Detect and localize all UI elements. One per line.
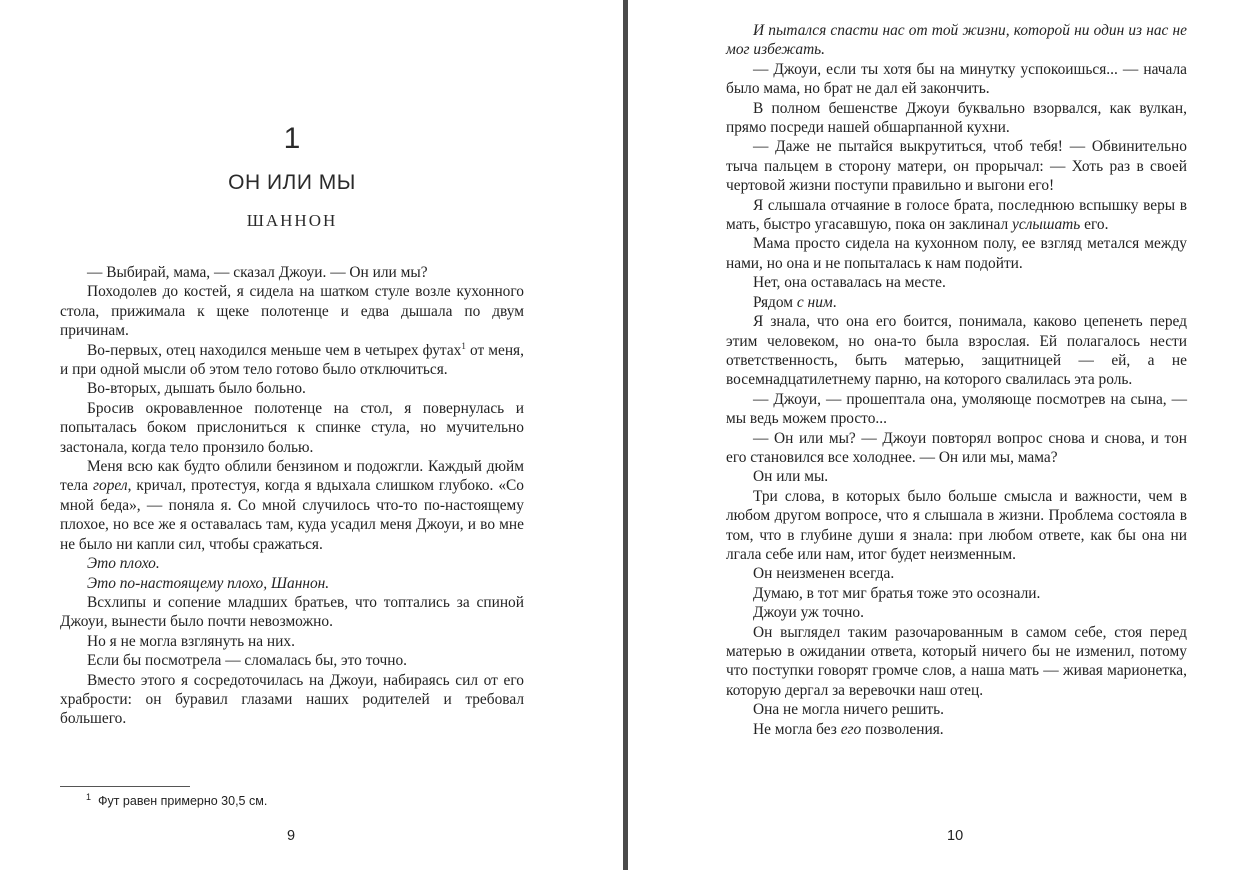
- paragraph-text: Не могла без: [753, 720, 841, 738]
- paragraph-italic: Это по-настоящему плохо, Шаннон.: [87, 574, 330, 592]
- page-number-right: 10: [947, 828, 964, 844]
- chapter-number: 1: [283, 122, 301, 155]
- page-number-left: 9: [287, 828, 296, 844]
- paragraph: Всхлипы и сопение младших братьев, что топтались за спиной Джоуи, вынести было почти невозможно.: [60, 593, 524, 631]
- paragraph-text: от меня, и при одной мысли об этом тело готово было отключиться.: [60, 341, 524, 379]
- footnote-marker: 1: [86, 791, 92, 802]
- paragraph: [726, 196, 1187, 235]
- footnote-reference[interactable]: 1: [461, 340, 466, 351]
- paragraph: — Выбирай, мама, — сказал Джоуи. — Он или мы?: [87, 264, 428, 281]
- paragraph-text: , кричал, протестуя, когда я вдыхала слишком глубоко. «Со мной беда», — поняла я. Со мной случилось что-то по-настоящему плохое, но все же я оставалась там, куда усадил меня Джоуи, и во мне не было ни капли сил, чтобы сражаться.: [60, 477, 524, 553]
- paragraph: [726, 293, 1187, 312]
- right-page-text: [726, 21, 1187, 739]
- book-gutter: [623, 0, 628, 870]
- paragraph: Он неизменен всегда.: [753, 565, 895, 583]
- left-page-text: [60, 263, 524, 729]
- paragraph: Он или мы.: [753, 468, 829, 486]
- paragraph: Я знала, что она его боится, понимала, каково цепенеть перед этим человеком, но она-то была взрослая. Ей полагалось нести ответственность, быть матерью, защитницей — ей, а не восемнадцатилетнему парню, на которого свалилась эта роль.: [726, 313, 1187, 389]
- paragraph: — Джоуи, если ты хотя бы на минутку успокоишься... — начала было мама, но брат не дал ей закончить.: [726, 60, 1187, 98]
- italic-emphasis: с ним: [796, 293, 833, 311]
- paragraph: [60, 457, 524, 554]
- paragraph-text: его.: [1080, 216, 1109, 234]
- footnote: [86, 791, 268, 808]
- footnote-text: Фут равен примерно 30,5 см.: [97, 794, 268, 808]
- paragraph-italic: И пытался спасти нас от той жизни, которой ни один из нас не мог избежать.: [726, 22, 1187, 59]
- paragraph: Вместо этого я сосредоточилась на Джоуи, набираясь сил от его храбрости: он буравил глазами наших родителей и требовал большего.: [60, 671, 524, 728]
- paragraph: Бросив окровавленное полотенце на стол, я повернулась и попыталась боком прислониться к спинке стула, но мучительно застонала, когда тело пронзило болью.: [60, 399, 524, 456]
- paragraph: — Джоуи, — прошептала она, умоляюще посмотрев на сына, — мы ведь можем просто...: [726, 390, 1187, 428]
- paragraph-italic: Это плохо.: [87, 555, 160, 573]
- footnote-divider: [60, 786, 190, 787]
- paragraph: Она не могла ничего решить.: [753, 701, 944, 719]
- paragraph: Если бы посмотрела — сломалась бы, это точно.: [87, 652, 408, 670]
- paragraph: Думаю, в тот миг братья тоже это осознали.: [753, 584, 1041, 602]
- italic-emphasis: его: [840, 720, 862, 738]
- paragraph-text: позволения.: [861, 720, 944, 738]
- chapter-title: ОН ИЛИ МЫ: [228, 171, 356, 194]
- paragraph: — Даже не пытайся выкрутиться, чтоб тебя! — Обвинительно тыча пальцем в сторону матери, он прорычал: — Хоть раз в своей чертовой жизни поступи правильно и выгони его!: [726, 138, 1187, 195]
- paragraph: В полном бешенстве Джоуи буквально взорвался, как вулкан, прямо посреди нашей обшарпанной кухни.: [726, 99, 1187, 137]
- paragraph: Походолев до костей, я сидела на шатком стуле возле кухонного стола, прижимала к щеке полотенце и едва дышала по двум причинам.: [60, 283, 524, 340]
- paragraph: Он выглядел таким разочарованным в самом себе, стоя перед матерью в ожидании ответа, который ничего бы не изменил, потому что поступки говорят громче слов, а наша мать — живая марионетка, которую дергал за веревочки наш отец.: [726, 623, 1187, 699]
- paragraph-text: Во-первых, отец находился меньше чем в четырех футах: [87, 341, 462, 359]
- paragraph: [726, 720, 1187, 739]
- paragraph: Мама просто сидела на кухонном полу, ее взгляд метался между нами, но она и не попыталась к нам подойти.: [726, 235, 1187, 272]
- right-page: [629, 0, 1248, 870]
- italic-emphasis: горел: [93, 477, 128, 495]
- paragraph-text: Меня всю как будто облили бензином и подожгли. Каждый дюйм тела: [60, 458, 524, 495]
- paragraph: Три слова, в которых было больше смысла и важности, чем в любом другом вопросе, что я слышала в жизни. Проблема состояла в том, что в глубине души я знала: при любом ответе, как бы она ни лгала себе или нам, итог будет неизменным.: [726, 487, 1187, 563]
- italic-emphasis: услышать: [1012, 216, 1081, 234]
- paragraph-text: .: [832, 293, 837, 311]
- paragraph: [60, 341, 524, 380]
- paragraph: Во-вторых, дышать было больно.: [87, 380, 306, 398]
- chapter-narrator: ШАННОН: [246, 211, 338, 230]
- paragraph-text: Я слышала отчаяние в голосе брата, последнюю вспышку веры в мать, быстро угасавшую, пока он заклинал: [726, 196, 1187, 234]
- paragraph: Джоуи уж точно.: [753, 604, 864, 622]
- paragraph: Нет, она оставалась на месте.: [753, 274, 946, 292]
- paragraph: — Он или мы? — Джоуи повторял вопрос снова и снова, и тон его становился все холоднее. — Он или мы, мама?: [726, 429, 1187, 466]
- paragraph: Но я не могла взглянуть на них.: [87, 632, 295, 650]
- paragraph-text: Рядом: [753, 293, 797, 311]
